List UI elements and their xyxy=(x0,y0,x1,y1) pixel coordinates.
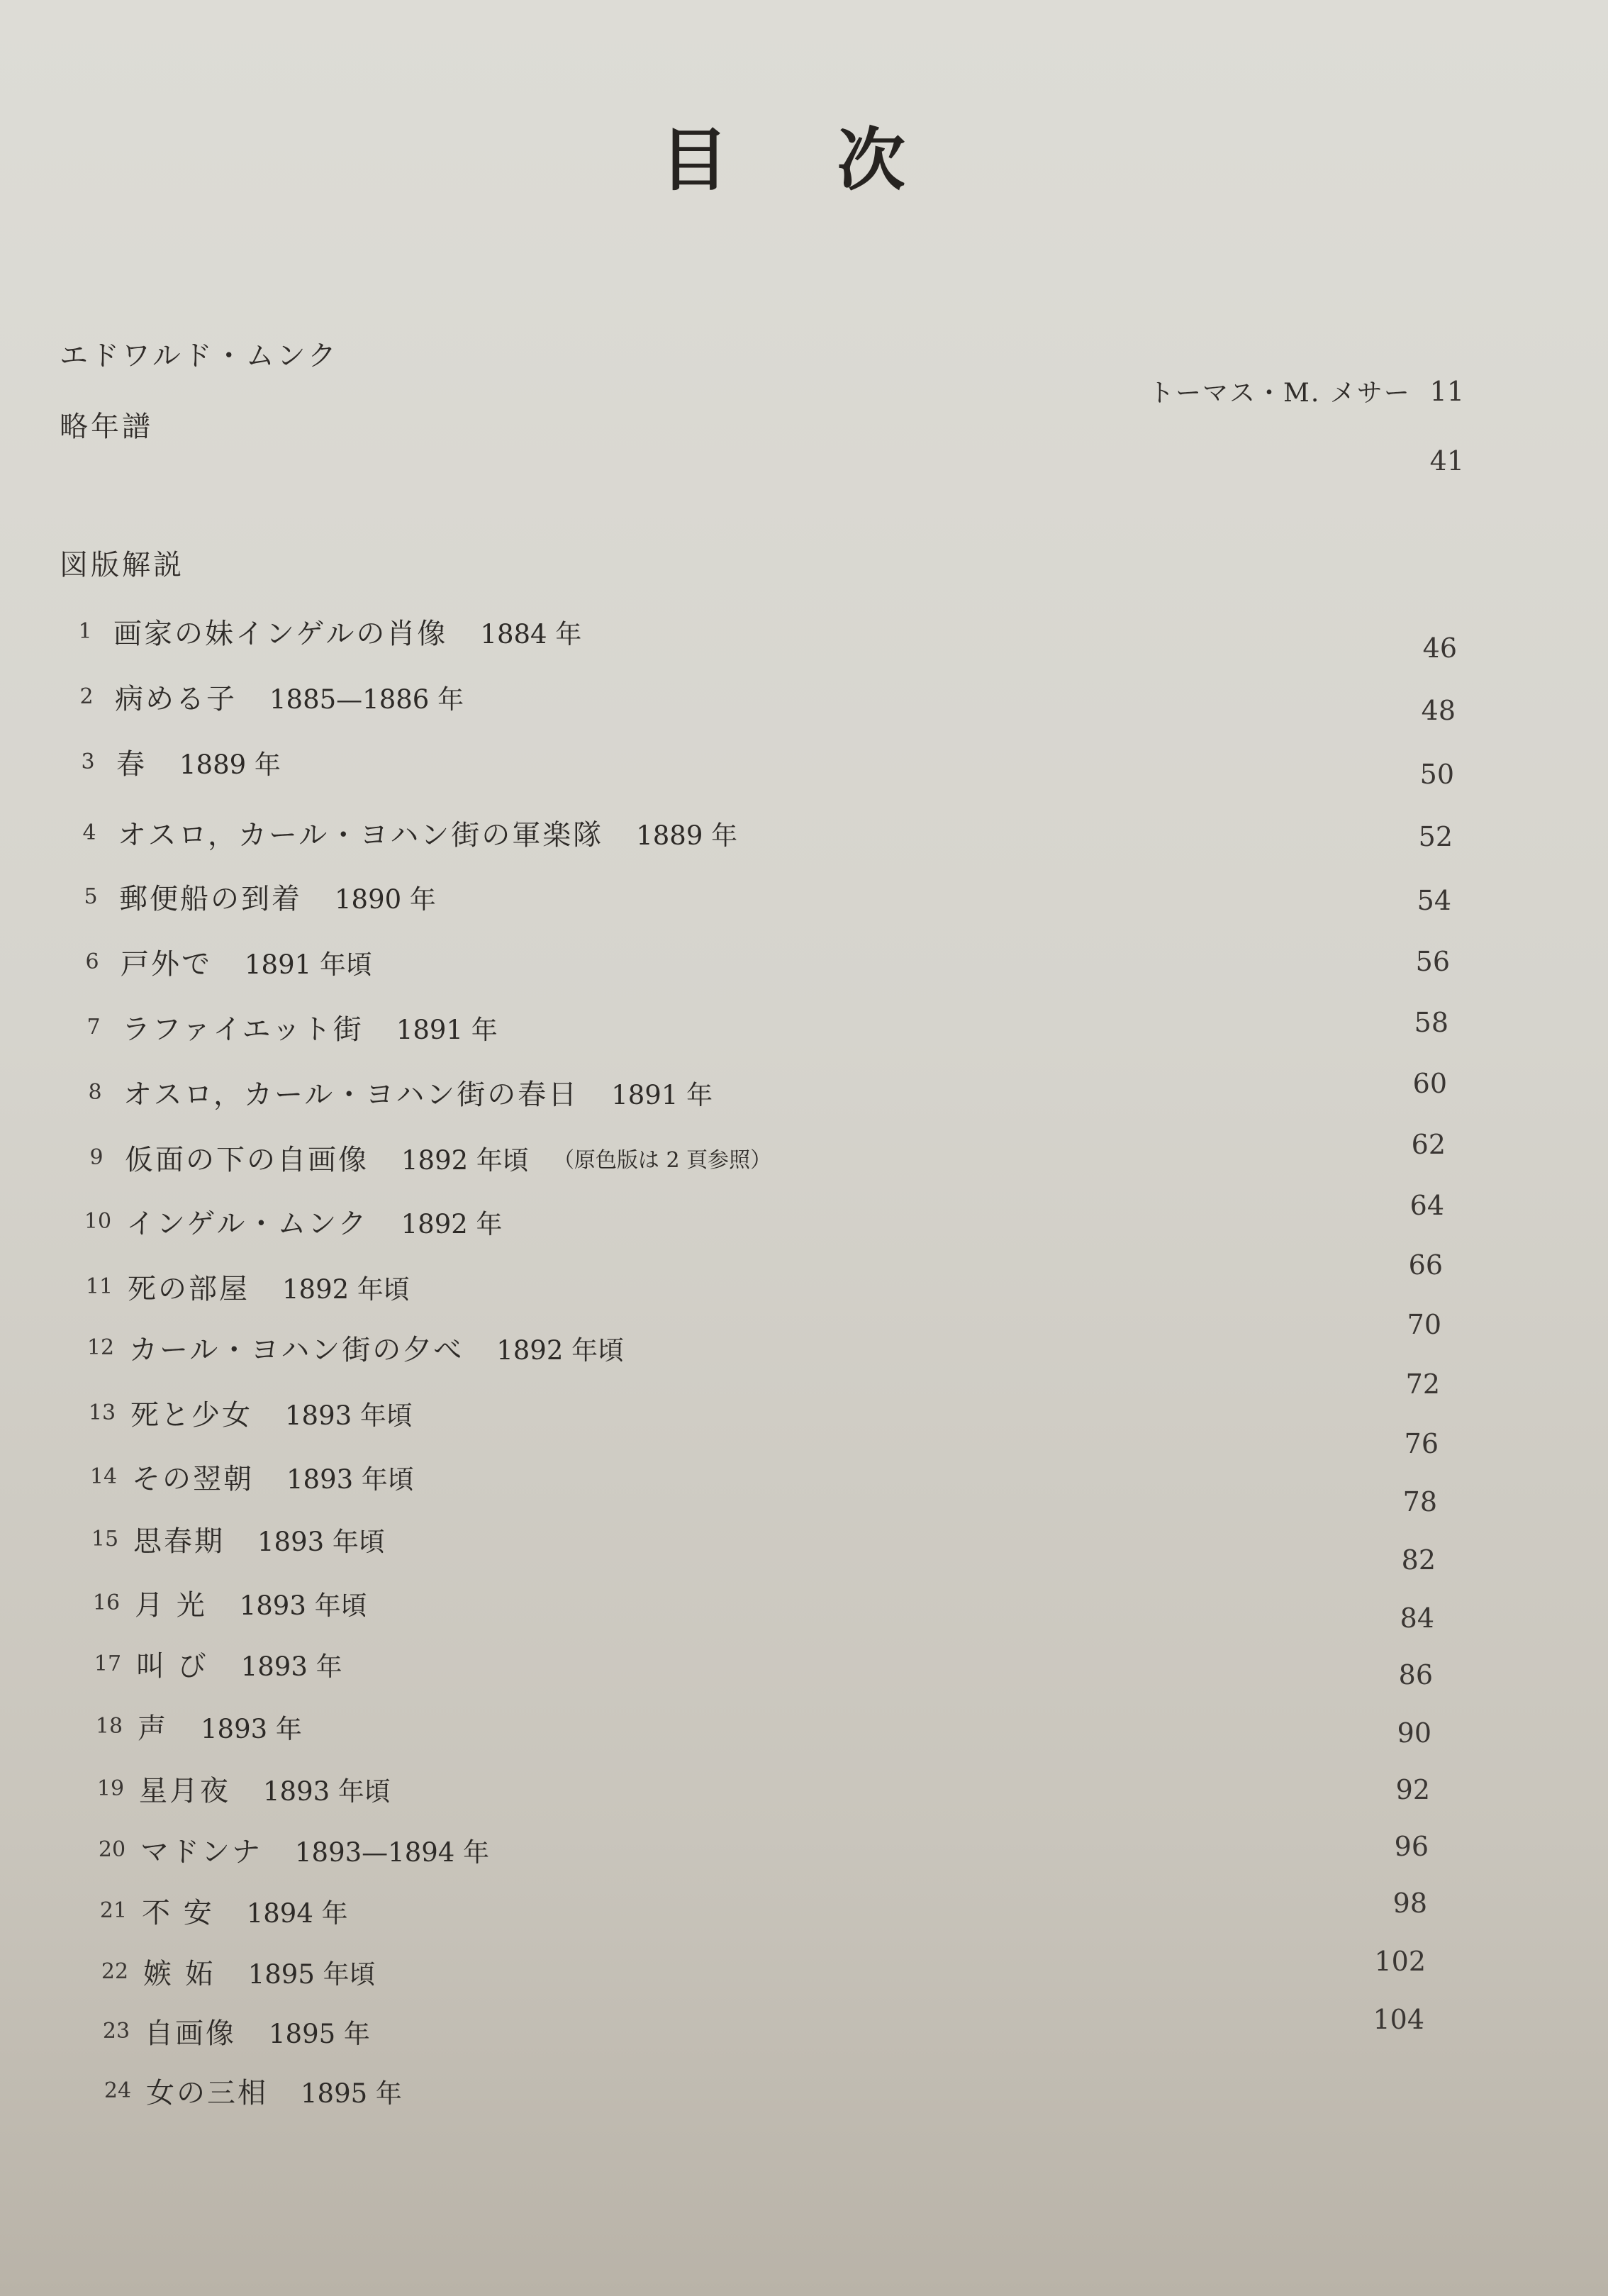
plate-title: 病める子 xyxy=(115,683,237,715)
plate-page-number: 84 xyxy=(1400,1603,1434,1634)
plate-page-number: 76 xyxy=(1404,1428,1439,1459)
plate-date: 1891 年 xyxy=(396,1014,498,1045)
plate-entry xyxy=(81,1706,302,1749)
plate-page-number: 96 xyxy=(1394,1831,1429,1862)
plate-number: 11 xyxy=(85,1274,113,1299)
plate-number: 18 xyxy=(95,1714,123,1739)
plate-entry xyxy=(74,1393,413,1435)
plate-date: 1891 年 xyxy=(611,1079,713,1110)
plate-entry xyxy=(85,1890,348,1933)
plate-date: 1884 年 xyxy=(480,618,582,650)
plate-number: 14 xyxy=(89,1464,118,1489)
plate-date: 1895 年頃 xyxy=(247,1958,376,1990)
plate-title: 声 xyxy=(138,1712,168,1745)
plate-page-number: 60 xyxy=(1412,1068,1447,1099)
plate-page-number: 82 xyxy=(1401,1544,1436,1576)
toc-entry-chronology-page: 41 xyxy=(1429,445,1464,477)
plate-entry xyxy=(89,2071,402,2113)
plate-page-number: 52 xyxy=(1418,821,1453,852)
plate-number: 6 xyxy=(85,949,99,974)
plate-title: その翌朝 xyxy=(132,1463,254,1495)
plate-title: 死の部屋 xyxy=(128,1273,250,1305)
plate-note: （原色版は 2 頁参照） xyxy=(552,1147,772,1173)
plate-entry xyxy=(77,1519,385,1561)
plate-number: 22 xyxy=(101,1959,129,1984)
plate-page-number: 50 xyxy=(1419,759,1454,790)
plate-page-number: 86 xyxy=(1398,1659,1433,1690)
plate-entry xyxy=(84,1829,489,1872)
plate-number: 5 xyxy=(84,884,98,909)
page-title: 目 次 xyxy=(660,120,948,200)
plate-entry xyxy=(68,1137,771,1180)
plate-entry xyxy=(78,1583,367,1625)
plate-page-number: 54 xyxy=(1417,885,1451,916)
plate-date: 1892 年 xyxy=(401,1208,503,1239)
plate-date: 1893 年頃 xyxy=(285,1400,413,1431)
plate-number: 19 xyxy=(96,1776,125,1801)
plate-page-number: 72 xyxy=(1405,1369,1440,1400)
plate-title: 自画像 xyxy=(145,2017,236,2050)
plate-date: 1893 年頃 xyxy=(239,1590,367,1621)
plate-number: 8 xyxy=(88,1080,102,1105)
plate-number: 4 xyxy=(82,820,96,845)
plate-title: 仮面の下の自画像 xyxy=(125,1144,369,1176)
plate-entry xyxy=(72,1327,624,1370)
plate-number: 16 xyxy=(92,1590,121,1615)
toc-entry-essay-author: トーマス・M. メサー xyxy=(1149,379,1411,408)
plate-date: 1890 年 xyxy=(335,884,436,915)
plate-date: 1893—1894 年 xyxy=(295,1837,490,1868)
plate-date: 1893 年 xyxy=(240,1651,342,1682)
plate-number: 20 xyxy=(98,1837,126,1862)
plate-page-number: 48 xyxy=(1421,695,1456,726)
plate-date: 1892 年頃 xyxy=(401,1144,529,1176)
plate-entry xyxy=(67,1072,713,1115)
plate-number: 12 xyxy=(86,1335,115,1360)
plate-title: マドンナ xyxy=(140,1836,262,1868)
plate-page-number: 66 xyxy=(1408,1249,1443,1281)
plate-number: 9 xyxy=(89,1145,104,1170)
plate-entry xyxy=(61,813,737,855)
plate-page-number: 58 xyxy=(1414,1007,1448,1038)
plate-page-number: 92 xyxy=(1395,1774,1430,1805)
plate-page-number: 56 xyxy=(1415,946,1450,977)
plate-entry xyxy=(62,876,436,919)
plate-date: 1892 年頃 xyxy=(282,1274,410,1305)
plate-entry xyxy=(75,1456,414,1499)
plate-number: 13 xyxy=(88,1400,116,1425)
plates-heading: 図版解説 xyxy=(60,549,184,581)
plate-title: 画家の妹インゲルの肖像 xyxy=(113,618,448,650)
plate-number: 23 xyxy=(102,2019,130,2044)
plate-number: 15 xyxy=(91,1527,119,1551)
plate-number: 2 xyxy=(79,684,94,709)
plate-date: 1895 年 xyxy=(269,2018,370,2049)
plate-page-number: 90 xyxy=(1397,1717,1431,1749)
plate-title: ラファイエット街 xyxy=(122,1013,364,1046)
plate-entry xyxy=(60,742,281,784)
plate-title: 嫉 妬 xyxy=(143,1958,216,1990)
plate-date: 1894 年 xyxy=(246,1897,348,1929)
plate-entry xyxy=(71,1266,410,1309)
plate-entry xyxy=(58,676,464,719)
plate-title: 女の三相 xyxy=(146,2077,268,2110)
plate-date: 1889 年 xyxy=(179,749,281,780)
plate-date: 1893 年頃 xyxy=(257,1526,385,1557)
plate-title: 死と少女 xyxy=(130,1399,252,1432)
plate-date: 1895 年 xyxy=(301,2078,402,2109)
toc-entry-essay-page: 11 xyxy=(1429,376,1464,407)
plate-title: 戸外で xyxy=(121,948,212,981)
plate-title: カール・ヨハン街の夕べ xyxy=(129,1334,464,1366)
plate-title: 不 安 xyxy=(142,1897,214,1929)
plate-number: 24 xyxy=(104,2078,132,2103)
plate-date: 1889 年 xyxy=(636,820,738,851)
plate-page-number: 46 xyxy=(1422,632,1457,664)
plate-date: 1885—1886 年 xyxy=(269,684,464,715)
plate-number: 10 xyxy=(84,1209,112,1234)
plate-title: 叫 び xyxy=(136,1650,208,1683)
plate-entry xyxy=(69,1201,503,1244)
plate-page-number: 62 xyxy=(1411,1129,1446,1160)
plate-title: 郵便船の到着 xyxy=(119,883,302,915)
plate-date: 1893 年頃 xyxy=(263,1776,391,1807)
plate-number: 17 xyxy=(94,1651,122,1676)
plate-title: オスロ，カール・ヨハン街の軍楽隊 xyxy=(118,819,604,852)
plate-entry xyxy=(65,1007,498,1049)
plate-title: 思春期 xyxy=(133,1525,225,1558)
plate-entry xyxy=(86,1951,376,1994)
plate-entry xyxy=(88,2011,370,2053)
plate-title: 星月夜 xyxy=(139,1775,230,1807)
plate-entry xyxy=(82,1768,391,1811)
plate-page-number: 70 xyxy=(1407,1309,1441,1340)
plate-number: 3 xyxy=(81,749,95,774)
plate-number: 7 xyxy=(86,1015,101,1040)
plate-title: 春 xyxy=(116,748,147,781)
toc-entry-essay-title: エドワルド・ムンク xyxy=(60,340,339,372)
plate-entry xyxy=(64,942,372,984)
plate-page-number: 98 xyxy=(1392,1888,1427,1919)
plate-page-number: 104 xyxy=(1373,2004,1424,2035)
plate-date: 1893 年 xyxy=(201,1713,302,1744)
plate-date: 1893 年頃 xyxy=(286,1464,414,1495)
plate-entry xyxy=(57,611,581,654)
plate-number: 1 xyxy=(78,619,92,644)
plate-page-number: 64 xyxy=(1409,1190,1444,1221)
plate-date: 1892 年頃 xyxy=(496,1334,625,1366)
plate-date: 1891 年頃 xyxy=(245,949,372,980)
plate-number: 21 xyxy=(99,1898,128,1923)
toc-entry-chronology-title: 略年譜 xyxy=(60,411,153,443)
plate-page-number: 102 xyxy=(1374,1946,1426,1977)
plate-entry xyxy=(79,1644,342,1686)
plate-page-number: 78 xyxy=(1402,1486,1437,1517)
plate-title: 月 光 xyxy=(135,1589,207,1622)
plate-title: インゲル・ムンク xyxy=(126,1208,369,1240)
plate-title: オスロ，カール・ヨハン街の春日 xyxy=(123,1079,579,1111)
